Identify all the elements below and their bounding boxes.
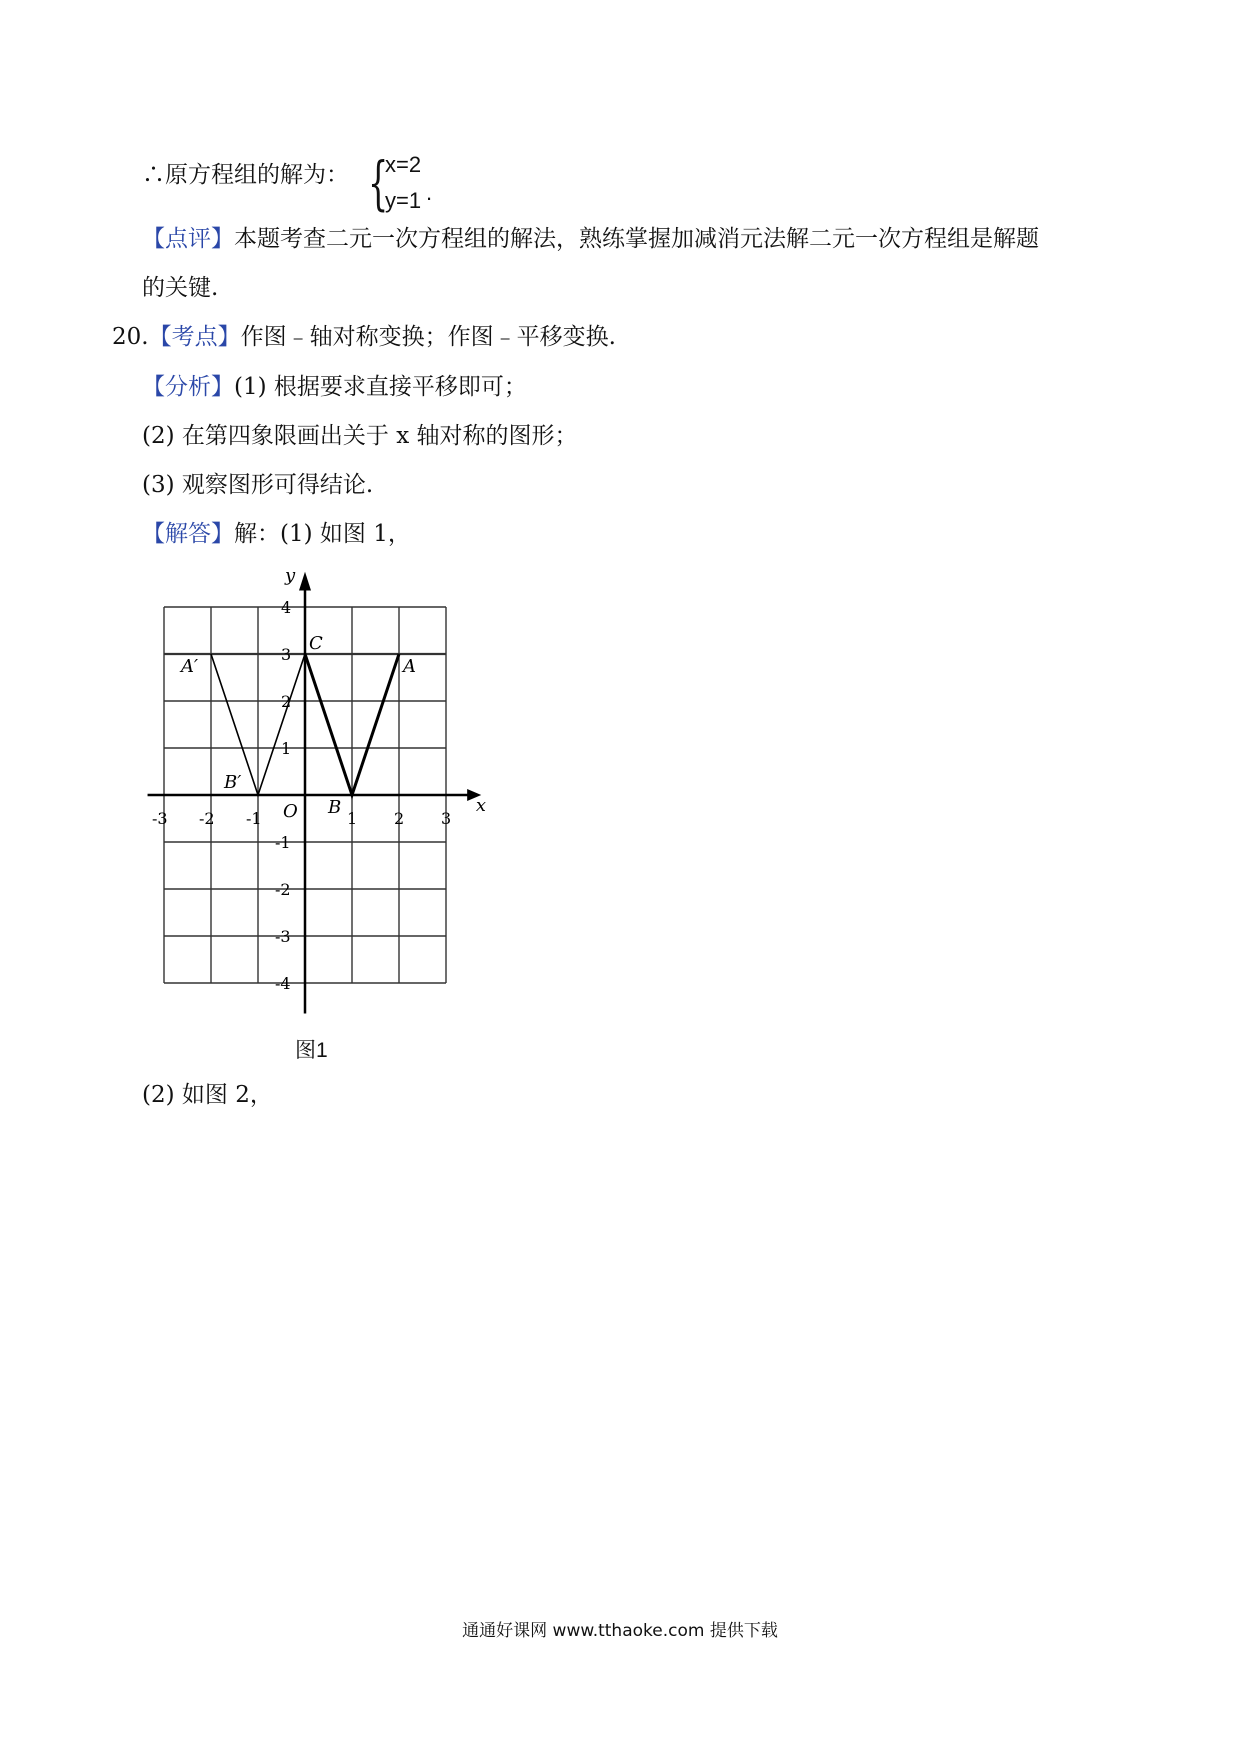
- fenxi-tag: 【分析】: [142, 374, 234, 400]
- x-tick-label: -3: [152, 809, 168, 828]
- fenxi-text-3: (3) 观察图形可得结论.: [142, 472, 374, 498]
- point-a-label: A: [403, 656, 416, 677]
- x-tick-label: -2: [199, 809, 215, 828]
- q20-kaodian-line: [112, 322, 616, 352]
- comment-line-1: [142, 224, 1039, 254]
- y-tick-label: 4: [281, 598, 292, 617]
- y-tick-label: 3: [281, 645, 292, 664]
- system-brace: {: [368, 149, 389, 217]
- origin-label: O: [283, 801, 298, 822]
- x-tick-label: 1: [347, 809, 358, 828]
- kaodian-tag: 【考点】: [148, 324, 241, 350]
- y-tick-label: -3: [275, 927, 291, 946]
- x-tick-label: 2: [394, 809, 405, 828]
- point-c-label: C: [309, 633, 323, 654]
- figure-1-caption: 图1: [295, 1039, 328, 1062]
- solution-intro: ∴原方程组的解为：: [142, 162, 349, 188]
- comment-tag: 【点评】: [142, 226, 234, 252]
- y-axis-arrow: [299, 572, 311, 591]
- comment-text-2: 的关键.: [142, 275, 219, 301]
- x-axis-label: x: [475, 795, 487, 816]
- y-tick-label: 2: [281, 692, 292, 711]
- y-tick-label: 1: [281, 739, 292, 758]
- fenxi-text-1: (1) 根据要求直接平移即可；: [234, 374, 527, 400]
- x-tick-label: 3: [441, 809, 452, 828]
- x-tick-label: -1: [246, 809, 262, 828]
- fenxi-line-1: [142, 372, 527, 402]
- fenxi-text-2: (2) 在第四象限画出关于 x 轴对称的图形；: [142, 423, 578, 449]
- point-b-prime-label: B′: [224, 772, 242, 793]
- point-a-prime-label: A′: [181, 656, 199, 677]
- jieda-tag: 【解答】: [142, 521, 234, 547]
- y-tick-label: -4: [275, 974, 291, 993]
- part-2-text: (2) 如图 2，: [142, 1082, 273, 1108]
- equation-x: x=2: [385, 152, 422, 177]
- y-axis-label: y: [285, 565, 296, 587]
- jieda-text: 解：(1) 如图 1，: [234, 521, 411, 547]
- equation-y: y=1: [385, 188, 422, 213]
- point-b-label: B: [328, 797, 342, 818]
- system-end-period: .: [426, 180, 433, 205]
- q20-number: 20.: [112, 324, 149, 350]
- y-tick-label: -1: [275, 833, 291, 852]
- comment-text-1: 本题考查二元一次方程组的解法，熟练掌握加减消元法解二元一次方程组是解题: [234, 226, 1039, 252]
- y-tick-label: -2: [275, 880, 291, 899]
- figure-1-coordinate-grid: [140, 565, 490, 1025]
- footer-text: 通通好课网 www.tthaoke.com 提供下载: [462, 1621, 778, 1641]
- jieda-line: [142, 519, 411, 549]
- kaodian-text: 作图﹣轴对称变换；作图﹣平移变换.: [240, 324, 616, 350]
